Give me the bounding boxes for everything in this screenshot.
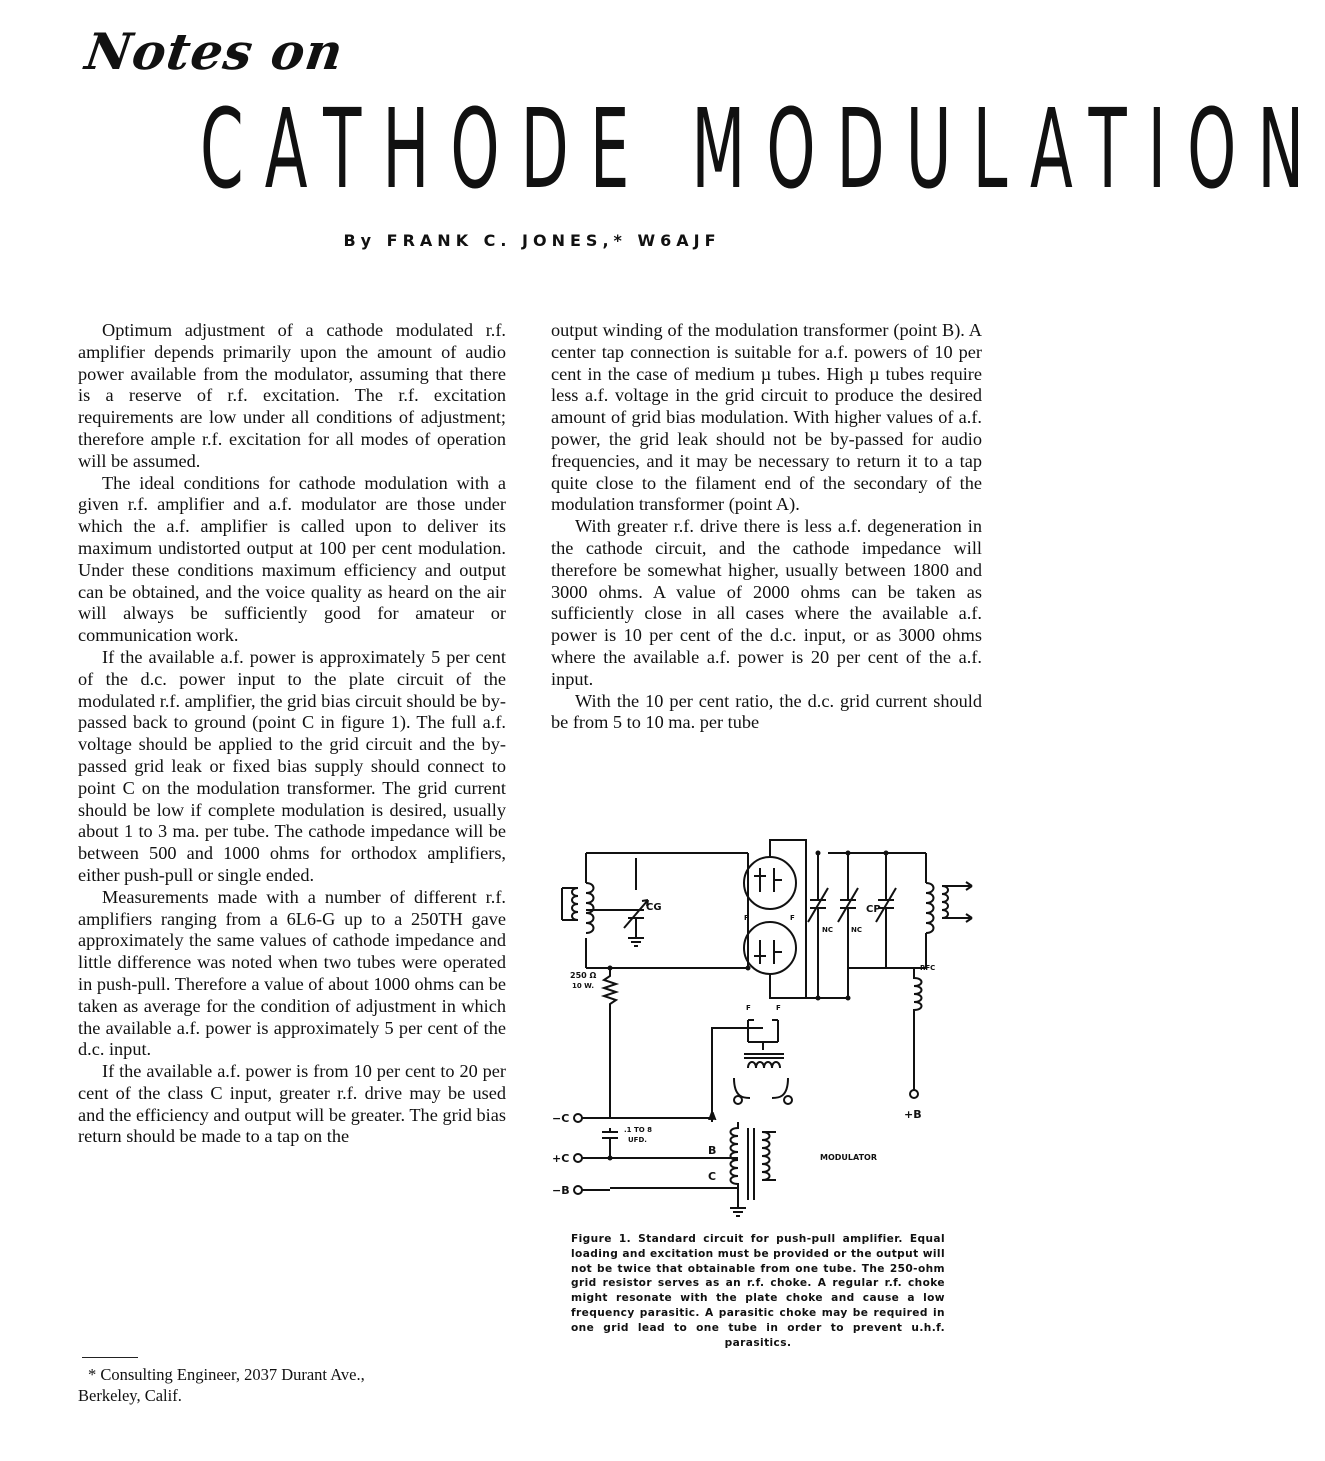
figure-caption: Figure 1. Standard circuit for push-pull amplifier. Equal loading and excitation must be provided or the output will not be twice that obtainable from one tube. The 250-ohm grid resistor serves as an r.f. choke. A regular r.f. choke might resonate with the plate choke and cause a low frequency parasitic. A parasitic choke may be required in one grid lead to one tube in order to prevent u.h.f. parasitics. [571,1233,945,1349]
minus-b-terminal [574,1186,582,1194]
left-input-coil [586,883,594,933]
article-kicker: Notes on [81,22,348,81]
paragraph: If the available a.f. power is from 10 per cent to 20 per cent of the class C input, greater r.f. drive may be used and the efficiency and output will be greater. The grid bias return should be made to a tap on the [78,1061,506,1147]
minus-c-label: −C [552,1112,570,1125]
output-tank-coil [886,853,934,968]
footnote-line: * Consulting Engineer, 2037 Durant Ave., [88,1365,365,1384]
right-column [551,320,982,734]
rfc-choke [914,968,922,1090]
output-arrows [960,882,972,922]
resistor-250 [604,968,616,1118]
cg-capacitor [586,858,644,946]
footnote [78,1364,508,1406]
filament-leads [748,1020,778,1042]
cap-value-label-2: UFD. [628,1136,647,1144]
paragraph: If the available a.f. power is approximately 5 per cent of the d.c. power input to the plate circuit of the modulated r.f. amplifier, the grid bias circuit should be by-passed back to ground (point C in figure 1). The full a.f. voltage should be applied to the grid circuit and the by-passed grid leak or fixed bias supply should connect to point C on the modulation transformer. The grid current should be low if complete modulation is desired, usually about 1 to 3 ma. per tube. The cathode impedance will be between 500 and 1000 ohms for orthodox amplifiers, either push-pull or single ended. [78,646,506,885]
filament-terminal-left [734,1096,742,1104]
paragraph: output winding of the modulation transformer (point B). A center tap connection is suitable for a.f. powers of 10 per cent in the case of medium µ tubes. High µ tubes require less a.f. voltage in the grid circuit to produce the desired amount of grid bias modulation. With higher values of a.f. power, the grid leak should not be by-passed for audio frequencies, and it may be necessary to return it to a tap quite close to the filament end of the secondary of the modulation transformer (point A). [551,320,982,515]
plus-c-label: +C [552,1152,570,1165]
paragraph: With the 10 per cent ratio, the d.c. grid current should be from 5 to 10 ma. per tube [551,690,982,733]
paragraph: Optimum adjustment of a cathode modulated r.f. amplifier depends primarily upon the amount of audio power available from the modulator, assuming that there is a reserve of r.f. excitation. The r.f. excitation requirements are low under all conditions of adjustment; therefore ample r.f. excitation for all modes of operation will be assumed. [78,320,506,471]
article-title: CATHODE MODULATION [200,86,1325,214]
tube-lower-elements [754,940,782,964]
paragraph: With greater r.f. drive there is less a.f. degeneration in the cathode circuit, and the cathode impedance will therefore be somewhat higher, usually between 1800 and 3000 ohms. A value of 2000 ohms can be taken as sufficiently close in all cases where the available a.f. power is 10 per cent of the d.c. input, or as 3000 ohms where the available a.f. power is 20 per cent of the a.f. input. [551,516,982,689]
mod-primary [762,1132,776,1180]
point-b-label: B [708,1144,717,1157]
modulator-label: MODULATOR [820,1153,877,1162]
f-label-top-2: F [776,1004,781,1012]
nc-label-2: NC [851,926,862,934]
f-label-left: F [744,914,749,922]
plus-b-terminal [910,1090,918,1098]
cp-label: CP [866,904,881,915]
left-column [78,320,506,1148]
tube-lower [744,922,796,974]
nc-label-1: NC [822,926,833,934]
mod-secondary [730,1122,746,1216]
bypass-cap [602,1128,618,1158]
filament-caps [748,1020,778,1050]
rfc-label: RFC [920,964,936,972]
paragraph: Measurements made with a number of different r.f. amplifiers ranging from a 6L6-G up to a 250TH gave approximately the same values of cathode impedance and little difference was noted when two tubes were operated in push-pull. Therefore a value of about 1000 ohms can be taken as average for the condition of adjustment in which the available a.f. power is approximately 5 per cent of the d.c. input. [78,886,506,1060]
plus-c-terminal [574,1154,582,1162]
circuit-figure [548,828,988,1228]
article-byline: By FRANK C. JONES,* W6AJF [343,231,721,250]
f-label-top-1: F [746,1004,751,1012]
point-a-label: A [708,1110,717,1123]
footnote-line: Berkeley, Calif. [78,1386,182,1405]
minus-c-terminal [574,1114,582,1122]
filament-terminal-right [784,1096,792,1104]
f-label-right: F [790,914,795,922]
filament-transformer [734,1054,788,1098]
cap-value-label-1: .1 TO 8 [624,1126,652,1134]
mod-core [748,1128,754,1200]
minus-b-label: −B [552,1184,570,1197]
footnote-rule [82,1357,138,1358]
cg-label: CG [646,902,662,913]
resistor-label-1: 250 Ω [570,971,597,980]
input-link-coil [562,888,578,920]
output-link-coil [942,886,960,918]
resistor-label-2: 10 W. [572,982,594,990]
circuit-diagram [548,828,988,1228]
point-c-label: C [708,1170,717,1183]
terminal-leads [582,1118,610,1190]
tube-upper-elements [754,868,782,892]
paragraph: The ideal conditions for cathode modulation with a given r.f. amplifier and a.f. modulator are those under which the a.f. amplifier is called upon to deliver its maximum undistorted output at 100 per cent modulation. Under these conditions maximum efficiency and output can be obtained, and the voice quality as heard on the air will always be sufficiently good for amateur or communication work. [78,472,506,646]
plus-b-label: +B [904,1108,922,1121]
tube-upper [744,857,796,909]
